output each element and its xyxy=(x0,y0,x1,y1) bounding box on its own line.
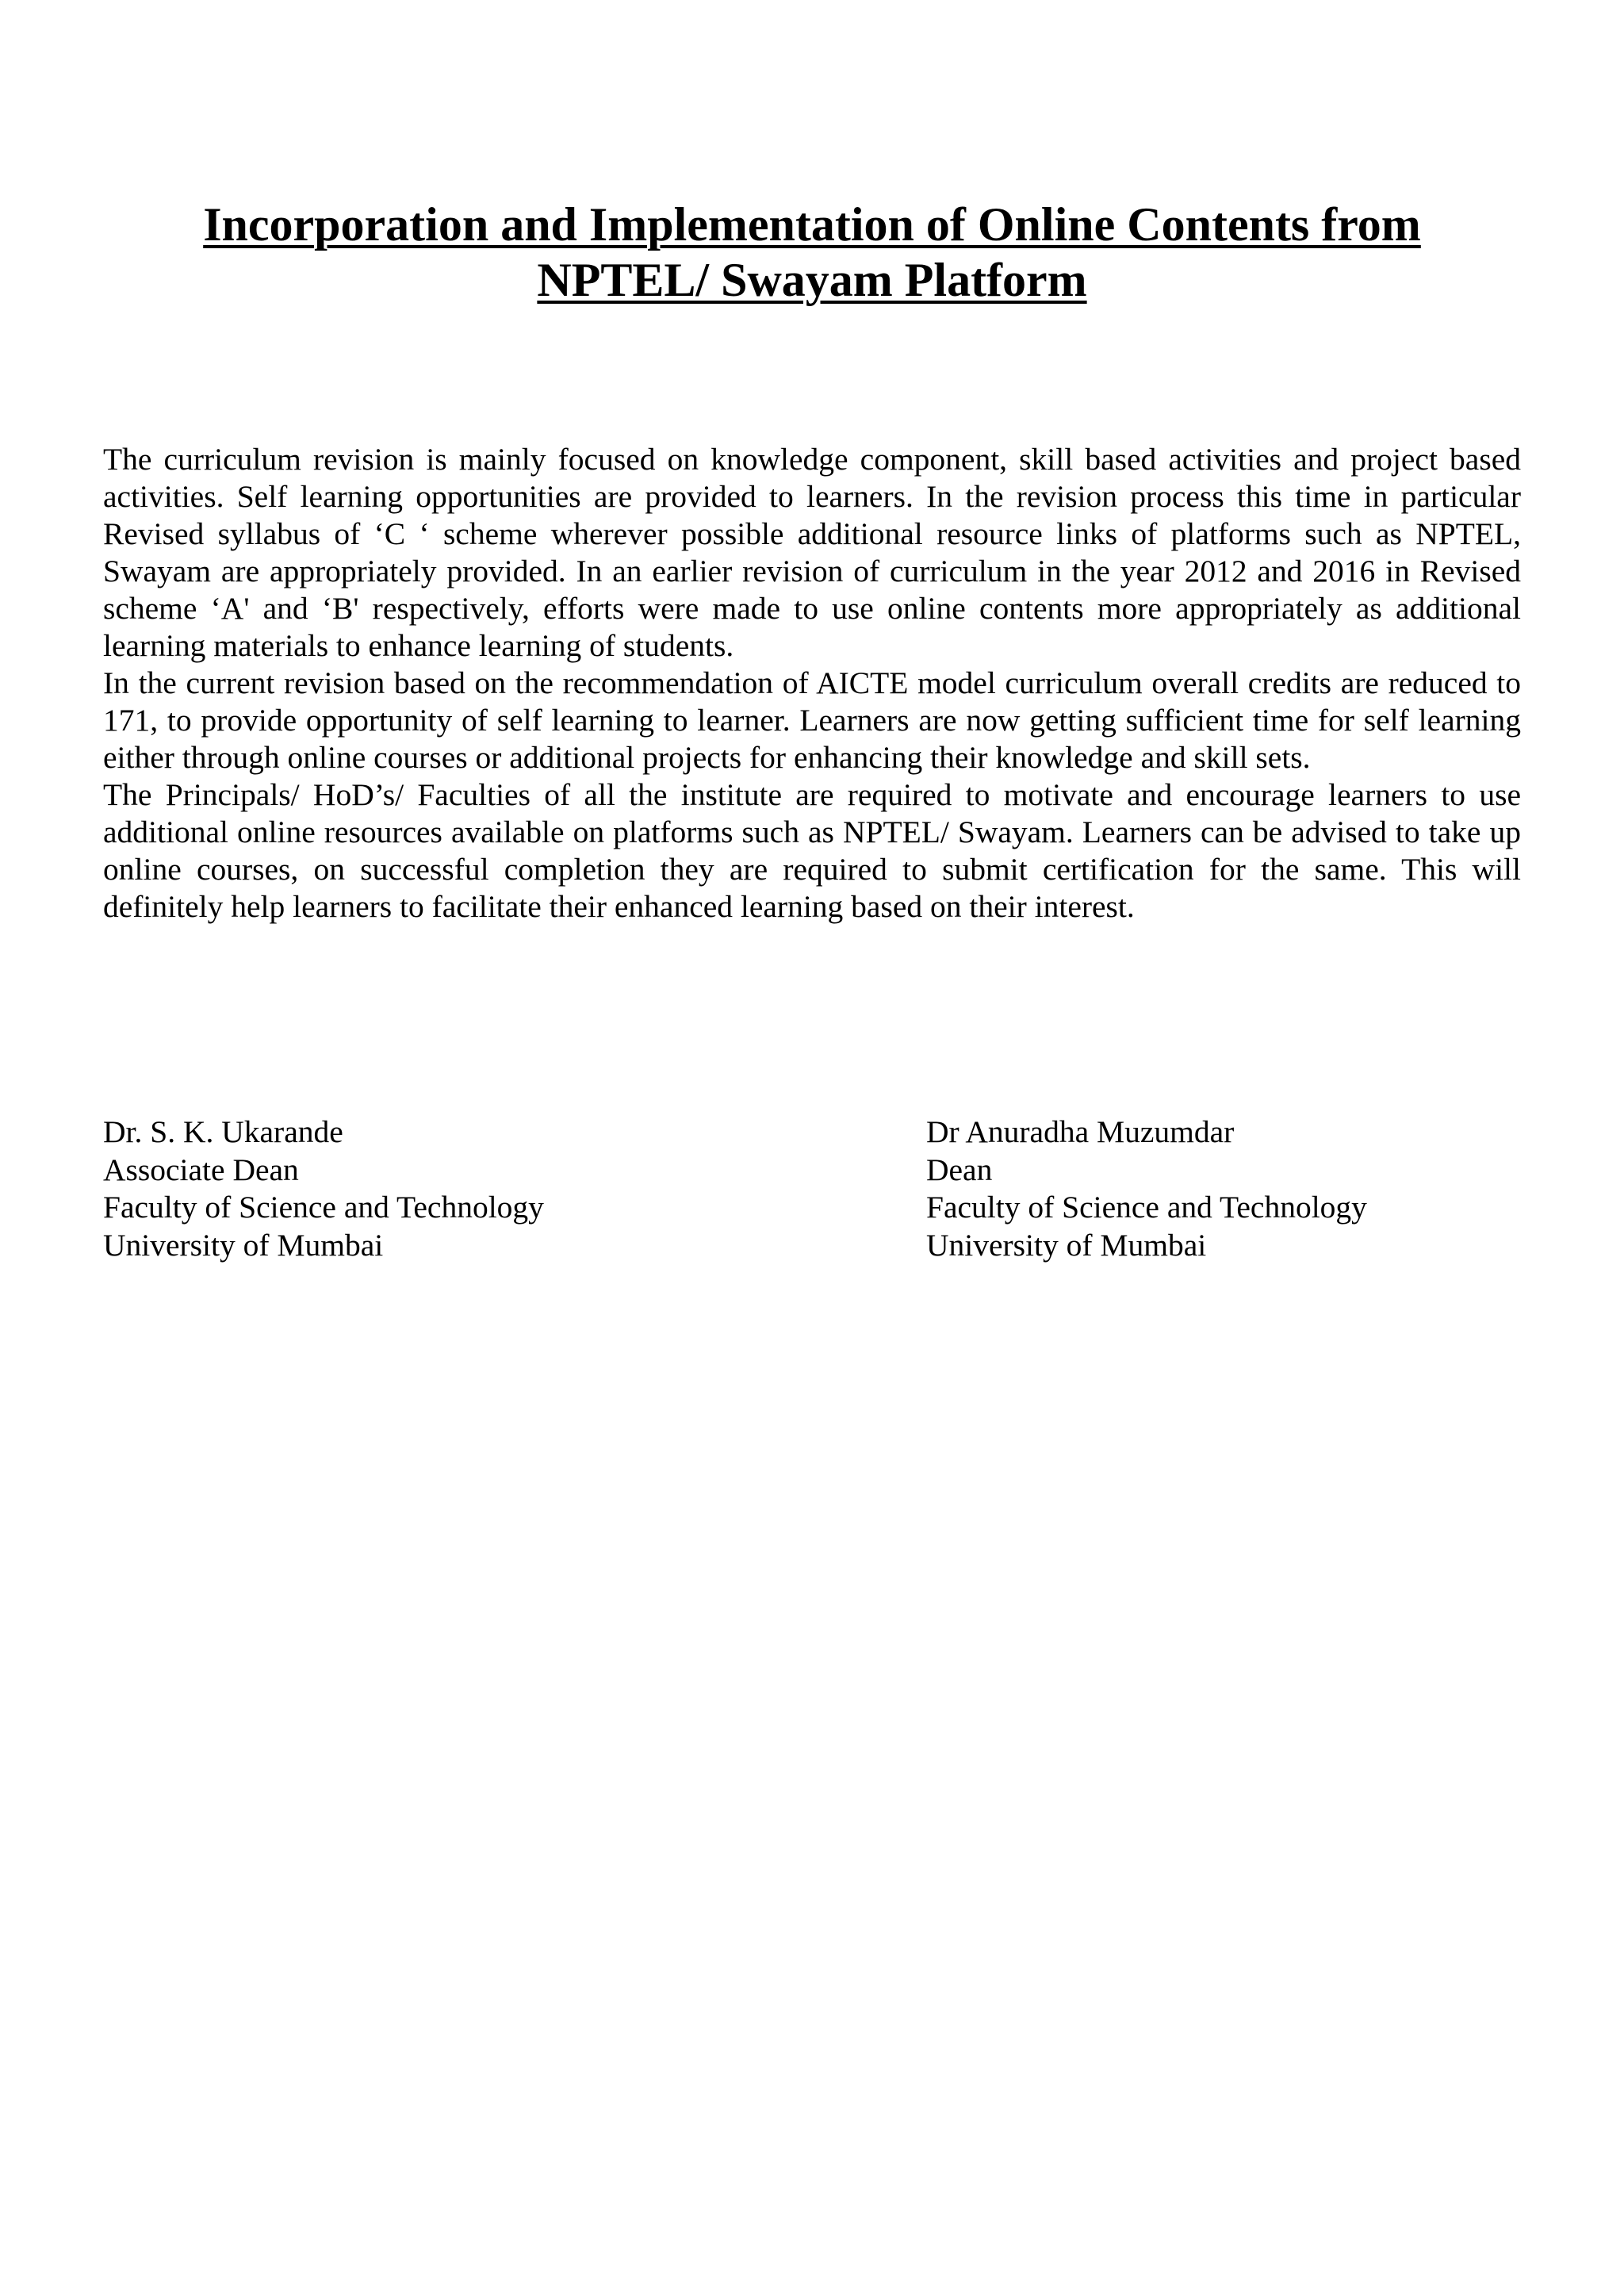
title-line-1: Incorporation and Implementation of Online Contents from xyxy=(203,198,1421,251)
signatory-university: University of Mumbai xyxy=(103,1227,384,1263)
title-line-2: NPTEL/ Swayam Platform xyxy=(537,254,1087,306)
signatory-faculty: Faculty of Science and Technology xyxy=(926,1190,1367,1225)
signatory-university: University of Mumbai xyxy=(926,1227,1207,1263)
signatory-designation: Associate Dean xyxy=(103,1152,299,1187)
document-body xyxy=(103,441,1521,926)
signatory-faculty: Faculty of Science and Technology xyxy=(103,1190,544,1225)
body-paragraph: In the current revision based on the recommendation of AICTE model curriculum overall credits are reduced to 171, to provide opportunity of self learning to learner. Learners are now getting sufficient time for self learning either through online courses or additional projects for enhancing their knowledge and skill sets. xyxy=(103,665,1521,775)
signatory-name: Dr Anuradha Muzumdar xyxy=(926,1114,1235,1149)
signatory-dean xyxy=(926,1114,1367,1264)
body-paragraph: The curriculum revision is mainly focused on knowledge component, skill based activities and project based activities. Self learning opportunities are provided to learners. In the revision process this time in particular Revised syllabus of ‘C ‘ scheme wherever possible additional resource links of platforms such as NPTEL, Swayam are appropriately provided. In an earlier revision of curriculum in the year 2012 and 2016 in Revised scheme ‘A' and ‘B' respectively, efforts were made to use online contents more appropriately as additional learning materials to enhance learning of students. xyxy=(103,442,1521,663)
document-title xyxy=(103,197,1521,308)
signatory-associate-dean xyxy=(103,1114,544,1264)
signatory-designation: Dean xyxy=(926,1152,993,1187)
signatory-name: Dr. S. K. Ukarande xyxy=(103,1114,343,1149)
body-paragraph: The Principals/ HoD’s/ Faculties of all the institute are required to motivate and encourage learners to use additional online resources available on platforms such as NPTEL/ Swayam. Learners can be advised to take up online courses, on successful completion they are required to submit certification for the same. This will definitely help learners to facilitate their enhanced learning based on their interest. xyxy=(103,777,1521,924)
